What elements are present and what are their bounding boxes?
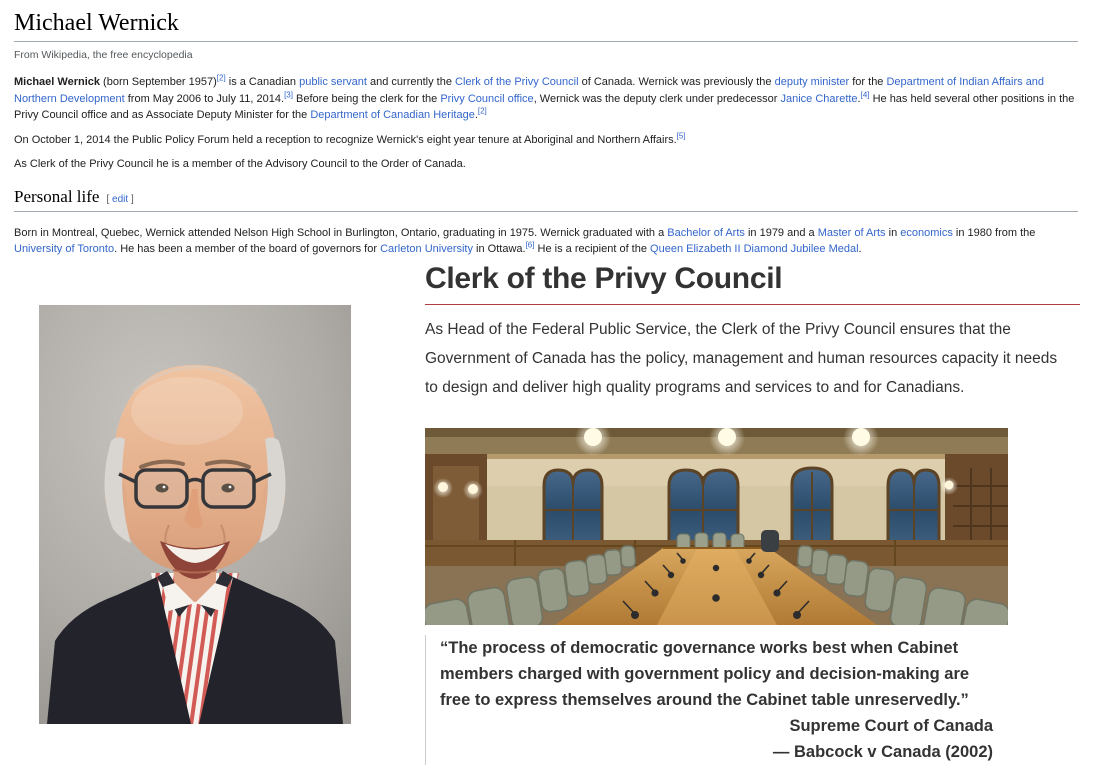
intro-paragraph bbox=[14, 74, 1078, 124]
cabinet-quote bbox=[425, 635, 993, 765]
inline-link[interactable]: Privy Council office bbox=[440, 92, 534, 105]
inline-link[interactable]: Carleton University bbox=[380, 243, 473, 256]
boardroom-photo bbox=[425, 428, 1008, 625]
inline-link[interactable]: economics bbox=[900, 226, 953, 239]
privy-heading: Clerk of the Privy Council bbox=[425, 262, 1080, 305]
text-run: . He has been a member of the board of governors for bbox=[114, 243, 381, 256]
text-run: for the bbox=[849, 76, 887, 88]
text-run: Born in Montreal, Quebec, Wernick attended Nelson High School in Burlington, Ontario, graduating in 1975. Wernick graduated with a bbox=[14, 226, 668, 239]
site-tagline: From Wikipedia, the free encyclopedia bbox=[14, 49, 193, 61]
text-run: in bbox=[885, 226, 901, 239]
inline-link[interactable]: Queen Elizabeth II Diamond Jubilee Medal bbox=[650, 243, 859, 256]
text-run: (born September 1957) bbox=[100, 76, 217, 88]
text-run: He is a recipient of the bbox=[534, 243, 651, 256]
quote-attribution-case: — Babcock v Canada (2002) bbox=[772, 742, 993, 761]
text-run: . bbox=[858, 243, 862, 256]
text-run: . bbox=[857, 92, 861, 105]
text-run: in 1979 and a bbox=[744, 226, 818, 239]
edit-bracket-open: [ bbox=[106, 193, 113, 205]
portrait-column bbox=[14, 258, 425, 765]
text-run: of Canada. Wernick was previously the bbox=[578, 76, 775, 88]
edit-bracket-close: ] bbox=[128, 193, 134, 205]
inline-link[interactable]: Clerk of the Privy Council bbox=[455, 76, 579, 88]
text-run: He has held several other positions in the Privy Council office and as Associate Deputy Minister for the bbox=[14, 92, 1075, 121]
boardroom-illustration bbox=[425, 428, 1008, 625]
privy-council-panel bbox=[425, 258, 1100, 765]
text-run: is a Canadian bbox=[225, 76, 300, 88]
reference-link[interactable]: [5] bbox=[676, 130, 686, 140]
text-run: in 1980 from the bbox=[952, 226, 1036, 239]
text-run: in Ottawa. bbox=[472, 243, 526, 256]
reception-paragraph bbox=[14, 132, 1078, 149]
text-run: from May 2006 to July 11, 2014. bbox=[124, 92, 285, 105]
wikipedia-article bbox=[0, 8, 1100, 258]
reference-link[interactable]: [6] bbox=[525, 240, 535, 250]
edit-section bbox=[104, 194, 134, 205]
text-run: , Wernick was the deputy clerk under predecessor bbox=[533, 92, 781, 105]
section-heading-personal-life bbox=[14, 186, 1078, 212]
reference-link[interactable]: [2] bbox=[477, 106, 487, 116]
inline-link[interactable]: deputy minister bbox=[774, 76, 850, 88]
section-heading-text: Personal life bbox=[14, 186, 100, 206]
quote-attribution-source: Supreme Court of Canada bbox=[789, 716, 993, 735]
inline-link[interactable]: University of Toronto bbox=[14, 243, 115, 256]
privy-intro-text: As Head of the Federal Public Service, the Clerk of the Privy Council ensures that the Government of Canada has the policy, management and human resources capacity it needs to design and deliver high quality programs and services to and for Canadians. bbox=[425, 320, 1058, 396]
advisory-paragraph bbox=[14, 156, 1078, 173]
inline-link[interactable]: Janice Charette bbox=[780, 92, 858, 105]
edit-link[interactable]: edit bbox=[112, 193, 129, 205]
text-run: and currently the bbox=[366, 76, 456, 88]
text-run: Michael Wernick bbox=[14, 76, 100, 88]
portrait-photo[interactable] bbox=[39, 305, 351, 724]
quote-text: “The process of democratic governance works best when Cabinet members charged with government policy and decision-making are free to express themselves around the Cabinet table unreservedly.” bbox=[440, 638, 970, 709]
inline-link[interactable]: public servant bbox=[299, 76, 367, 88]
inline-link[interactable]: Bachelor of Arts bbox=[667, 226, 745, 239]
lower-content bbox=[0, 258, 1100, 765]
text-run: On October 1, 2014 the Public Policy Forum held a reception to recognize Wernick's eight year tenure at Aboriginal and Northern Affairs. bbox=[14, 133, 677, 146]
inline-link[interactable]: Department of Canadian Heritage bbox=[310, 109, 475, 121]
reference-link[interactable]: [2] bbox=[216, 73, 226, 83]
text-run: Before being the clerk for the bbox=[292, 92, 441, 105]
personal-life-paragraph bbox=[14, 225, 1078, 258]
reference-link[interactable]: [4] bbox=[860, 89, 870, 99]
inline-link[interactable]: Department of Indian Affairs and Northern Development bbox=[14, 76, 1045, 105]
reference-link[interactable]: [3] bbox=[284, 89, 293, 99]
portrait-illustration bbox=[39, 305, 351, 724]
text-run: As Clerk of the Privy Council he is a member of the Advisory Council to the Order of Canada. bbox=[14, 158, 466, 170]
inline-link[interactable]: Master of Arts bbox=[817, 226, 886, 239]
text-run: . bbox=[474, 109, 478, 121]
page-title: Michael Wernick bbox=[14, 8, 1078, 42]
